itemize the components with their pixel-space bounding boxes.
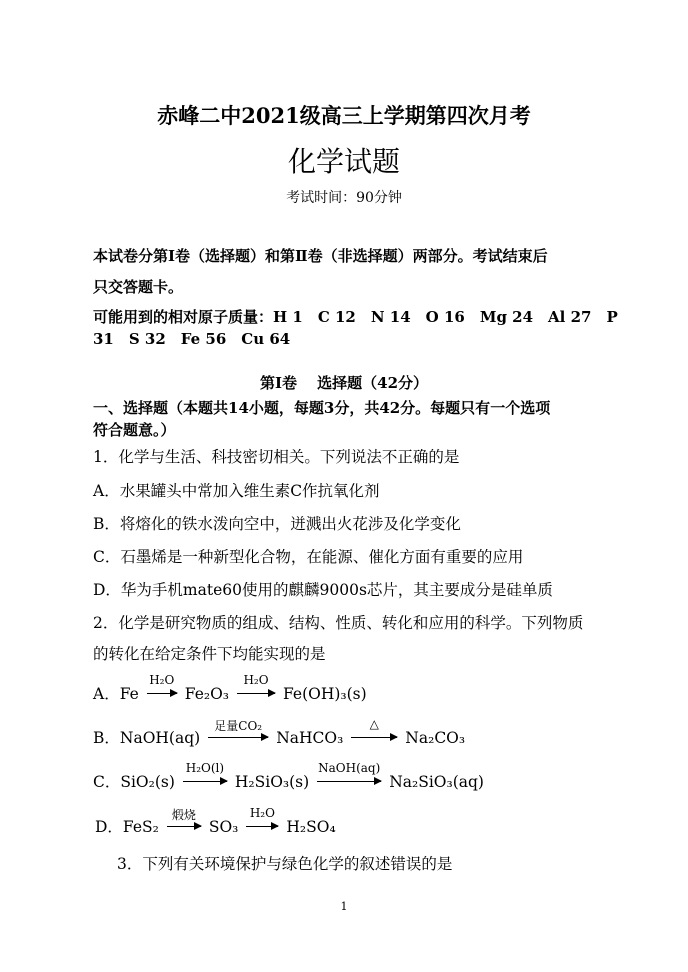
q2-option-b — [93, 717, 466, 748]
reaction-arrow — [351, 717, 397, 748]
arrow-condition: △ — [369, 717, 379, 731]
reaction-arrow — [183, 761, 227, 792]
atomic-mass-line-2: 31 S 32 Fe 56 Cu 64 — [93, 330, 291, 348]
section-instruction-1: 一、选择题（本题共14小题，每题3分，共42分。每题只有一个选项 — [93, 399, 551, 417]
arrow-condition: H₂O — [149, 673, 175, 687]
reaction-arrow — [147, 673, 177, 704]
reaction-arrow — [167, 808, 201, 837]
product: H₂SiO₃(s) — [234, 773, 310, 791]
reaction-arrow — [246, 806, 278, 837]
reactant: C．SiO₂(s) — [93, 773, 175, 791]
arrow-condition: H₂O — [249, 806, 275, 820]
section-instruction-2: 符合题意。） — [93, 421, 176, 439]
reactant: B．NaOH(aq) — [93, 729, 201, 747]
reaction-arrow — [208, 719, 268, 748]
arrow-condition: 足量CO₂ — [214, 719, 263, 733]
subject-title: 化学试题 — [287, 145, 400, 178]
note-line-1: 本试卷分第Ⅰ卷（选择题）和第Ⅱ卷（非选择题）两部分。考试结束后 — [93, 247, 548, 265]
product: SO₃ — [208, 818, 239, 836]
q2-option-c — [93, 761, 484, 792]
arrow-condition: H₂O(l) — [185, 761, 225, 775]
q2-option-d — [95, 806, 336, 837]
section-title: 第Ⅰ卷 选择题（42分） — [259, 374, 429, 392]
exam-time: 考试时间：90分钟 — [286, 190, 402, 206]
reaction-arrow — [317, 761, 381, 792]
arrow-condition: H₂O — [243, 673, 269, 687]
q1-option-a: A．水果罐头中常加入维生素C作抗氧化剂 — [93, 482, 380, 500]
arrow-condition: 煅烧 — [171, 808, 196, 822]
reaction-arrow — [237, 673, 275, 704]
reactant: D．FeS₂ — [95, 818, 159, 836]
product: Na₂CO₃ — [405, 729, 466, 747]
exam-title: 赤峰二中2021级高三上学期第四次月考 — [157, 103, 531, 128]
page-number: 1 — [340, 900, 348, 913]
note-line-2: 只交答题卡。 — [93, 278, 184, 296]
product: Fe₂O₃ — [184, 685, 229, 703]
product: H₂SO₄ — [286, 818, 336, 836]
q1-option-b: B．将熔化的铁水泼向空中，迸溅出火花涉及化学变化 — [93, 515, 461, 533]
q1-option-c: C．石墨烯是一种新型化合物，在能源、催化方面有重要的应用 — [93, 548, 524, 566]
q1-stem: 1．化学与生活、科技密切相关。下列说法不正确的是 — [93, 448, 460, 466]
q2-stem-1: 2．化学是研究物质的组成、结构、性质、转化和应用的科学。下列物质 — [93, 614, 584, 632]
q1-option-d: D．华为手机mate60使用的麒麟9000s芯片，其主要成分是硅单质 — [93, 581, 553, 599]
product: NaHCO₃ — [276, 729, 344, 747]
q2-stem-2: 的转化在给定条件下均能实现的是 — [93, 645, 326, 663]
atomic-mass-line-1: 可能用到的相对原子质量：H 1 C 12 N 14 O 16 Mg 24 Al 27 P — [93, 308, 618, 326]
product: Na₂SiO₃(aq) — [389, 773, 484, 791]
q2-option-a — [93, 673, 367, 704]
q3-stem: 3．下列有关环境保护与绿色化学的叙述错误的是 — [117, 855, 453, 873]
product: Fe(OH)₃(s) — [283, 685, 367, 703]
reactant: A．Fe — [93, 685, 139, 703]
arrow-condition: NaOH(aq) — [318, 761, 381, 775]
